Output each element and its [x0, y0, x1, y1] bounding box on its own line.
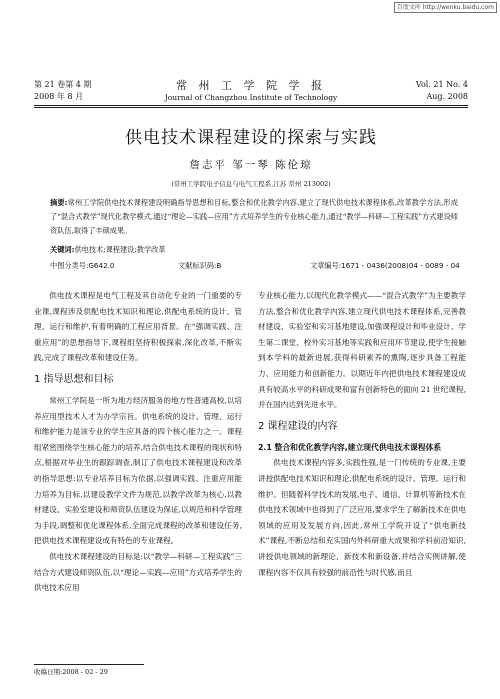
volume-number-en: Vol. 21 No. 4 [415, 80, 468, 89]
header-rule-top [34, 105, 468, 106]
right-column [258, 288, 466, 580]
authors: 詹志平 邹一琴 陈伦琼 [189, 159, 313, 171]
subsection-2-1-heading: 2.1 整合和优化教学内容,建立现代供电技术课程体系 [258, 442, 442, 452]
watermark-stamp: 百度文库 http://wenku.baidu.com [394, 2, 497, 13]
keywords-text: 供电技术;课程建设;教学改革 [74, 245, 166, 254]
continued-paragraph: 专业核心能力,以现代化教学模式——“混合式教学”为主要教学方法,整合和优化教学内容,建立现代供电技术课程体系,完善教材建设、实验室和实习基地建设,加强课程设计和毕业设计、学生第二课堂、校外实习基地等实践和应用环节建设,使学生接触到本学科的最新进展,获得科研素养的熏陶,逐步具备工程能力、应用能力和创新能力。以期近年内把供电技术课程建设成具有较高水平的科研成果和富有创新特色的面向 21 世纪课程,并在国内达到先进水平。 [258, 291, 466, 410]
clc-number: 中图分类号:G642.0 [50, 261, 115, 270]
subsection-2-1-paragraph: 供电技术课程内容多,实践性强,是一门传统的专业课,主要讲授供配电技术知识和理论,供配电系统的设计、管理、运行和维护。但随着科学技术的发展,电子、通信、计算机等新技术在供电技术领域中也得到了广泛应用,要求学生了解新技术在供电领域的应用及发展方向,因此,常州工学院开设了“供电新技术”课程,不断总结和充实国内外科研重大成果和学科前沿知识,讲授供电领域的新理论、新技术和新设备,并结合实例讲解,使课程内容不仅具有较强的前沿性与时代感,而且 [258, 458, 466, 577]
header-center [134, 79, 368, 103]
left-column [34, 288, 242, 596]
received-date-footnote: 收稿日期:2008 - 02 - 29 [34, 668, 108, 676]
keywords-label: 关键词: [50, 245, 75, 254]
abstract [50, 196, 458, 238]
article-title: 供电技术课程建设的探索与实践 [125, 128, 377, 148]
intro-paragraph: 供电技术课程是电气工程及其自动化专业的一门重要的专业课,课程涉及供配电技术知识和理论,供配电系统的设计、管理、运行和维护,有着明确的工程应用背景。在“强调实践、注重应用”的思想指导下,课程组坚持积极探索,深化改革,不断实践,完成了课程改革和建设任务。 [34, 291, 242, 363]
header-left [34, 79, 91, 103]
header-right [416, 79, 468, 103]
issue-date: 2008 年 8 月 [34, 92, 84, 101]
affiliation: (常州工学院电子信息与电气工程系,江苏 常州 213002) [171, 180, 331, 188]
document-code: 文献标识码:B [178, 261, 222, 270]
keywords [50, 245, 458, 255]
article-number: 文章编号:1671 - 0436(2008)04 - 0089 - 04 [310, 261, 460, 270]
section-1-paragraph-2: 供电技术课程建设的目标是:以“教学—科研—工程实践”三结合方式建设师资队伍,以“理论—实践—应用”方式培养学生的供电技术应用 [34, 551, 242, 593]
journal-name-cn: 常 州 工 学 院 学 报 [176, 79, 326, 92]
date-en: Aug. 2008 [426, 92, 468, 101]
header-rule-bottom [34, 107, 468, 108]
section-1-paragraph-1: 常州工学院是一所为地方经济服务的地方性普通高校,以培养应用型技术人才为办学宗旨。供电系统的设计、管理、运行和维护能力是该专业的学生应具备的四个核心能力之一。课程组紧密围绕学生核心能力的培养,结合供电技术课程的现状和特点,根据对毕业生的跟踪调查,制订了供电技术课程建设和改革的指导思想:以专业培养目标为依据,以强调实践、注重应用能力培养为目标,以建设教学文件为规范,以教学改革为核心,以教材建设、实验室建设和师资队伍建设为保证,以规范和科学管理为手段,调整和优化课程体系,全面完成课程的改革和建设任务,把供电技术课程建设成有特色的专业课程。 [34, 395, 242, 546]
section-2-heading: 2 课程建设的内容 [258, 420, 338, 432]
section-1-heading: 1 指导思想和目标 [34, 373, 114, 385]
volume-issue: 第 21 卷第 4 期 [34, 80, 92, 89]
footnote-rule [34, 664, 144, 665]
journal-name-en: Journal of Changzhou Institute of Technology [164, 93, 338, 102]
abstract-text: 常州工学院供电技术课程建设明确指导思想和目标,整合和优化教学内容,建立了现代供电技术课程体系,改革教学方法,形成了“混合式教学”现代化教学模式,通过“理论—实践—应用”方式培养学生的专业核心能力,通过“教学—科研—工程实践”方式建设师资队伍,取得了丰硕成果。 [50, 198, 458, 235]
abstract-label: 摘要: [50, 198, 68, 207]
